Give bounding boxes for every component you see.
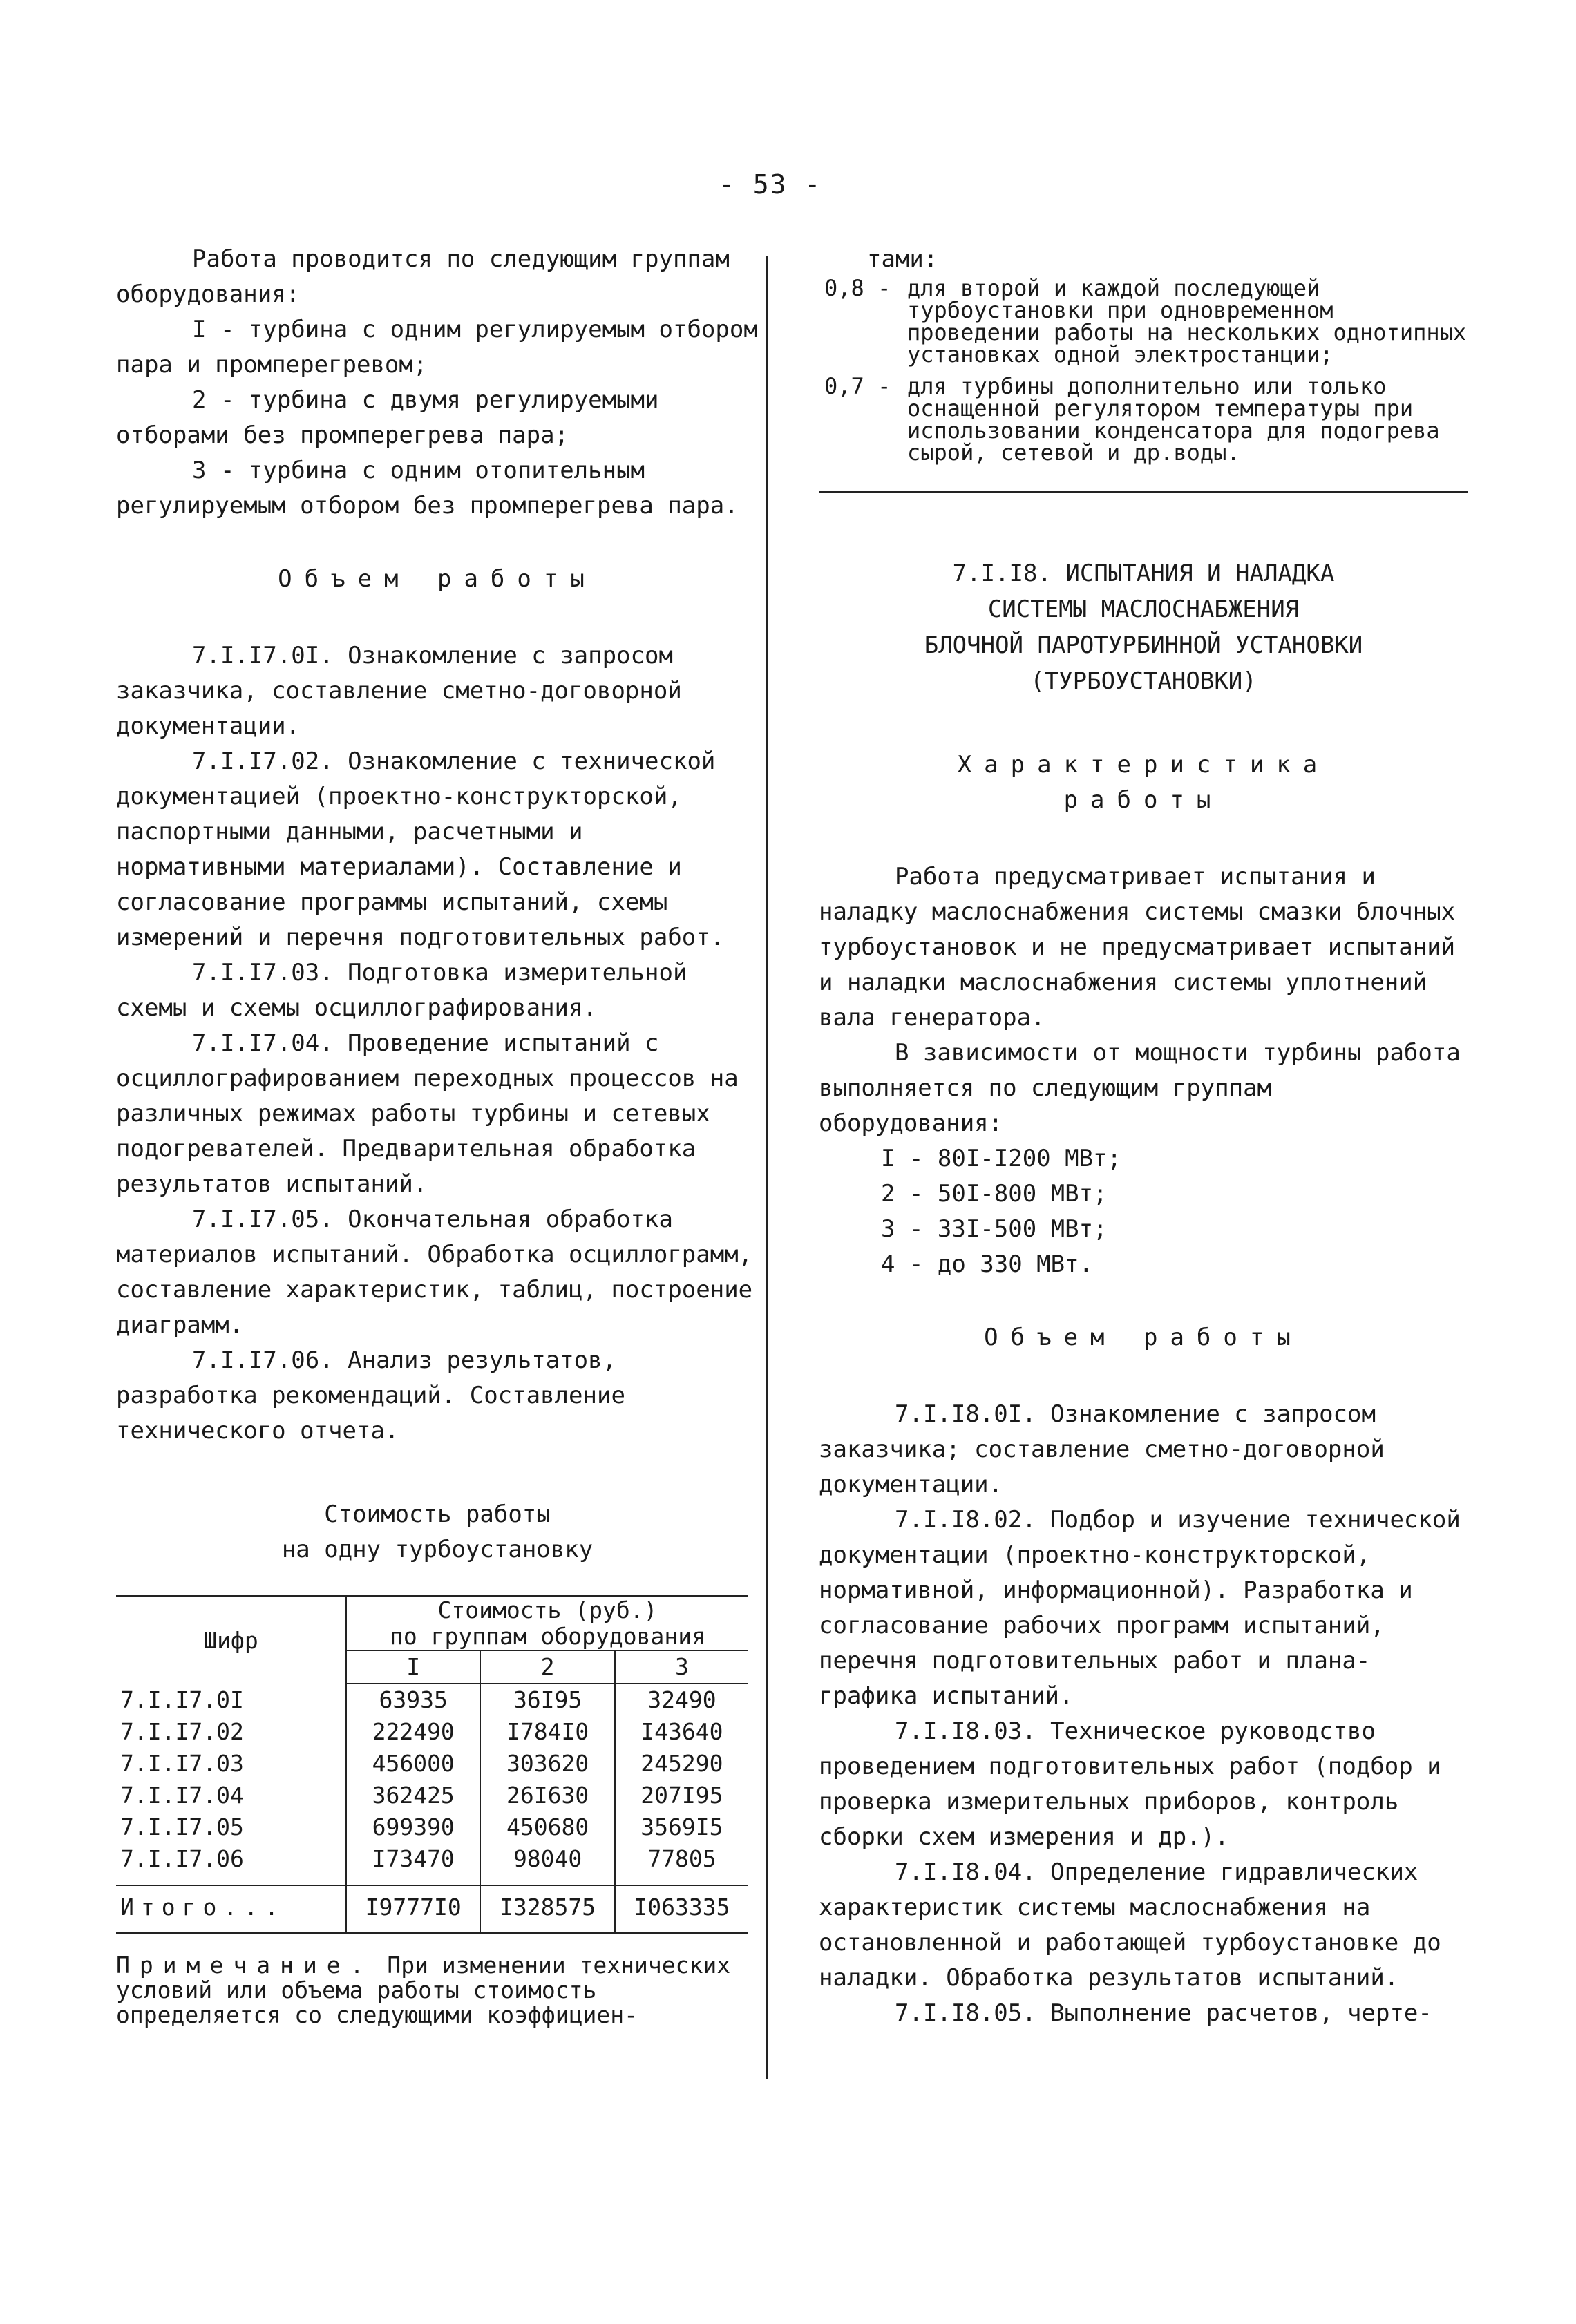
table-caption-line: на одну турбоустановку	[281, 1536, 594, 1563]
power-group-item: 2 - 50I-800 МВт;	[881, 1180, 1108, 1208]
row-code: 7.I.I7.03	[120, 1750, 244, 1777]
cell-value: 245290	[615, 1748, 748, 1780]
coefficient-value: 0,7 -	[824, 373, 891, 399]
work-item: 7.I.I8.03. Техническое руководство проведением подготовительных работ (подбор и проверка измерительных приборов, контроль сборки схем измерения и др.).	[819, 1717, 1441, 1851]
cell-value: 207I95	[615, 1780, 748, 1811]
right-column	[819, 242, 1468, 2031]
page-number: - 53 -	[719, 169, 822, 200]
section-title-line: БЛОЧНОЙ ПАРОТУРБИННОЙ УСТАНОВКИ	[924, 631, 1363, 659]
coefficient-value: 0,8 -	[824, 275, 891, 301]
volume-heading: Объем работы	[278, 565, 597, 593]
cell-value: I784I0	[480, 1716, 614, 1748]
group-item: 3 - турбина с одним отопительным регулируемым отбором без промперегрева пара.	[116, 457, 739, 520]
power-group-item: 3 - 33I-500 МВт;	[881, 1215, 1108, 1243]
cost-table	[116, 1595, 748, 1934]
cell-value: I43640	[615, 1716, 748, 1748]
section-title	[819, 555, 1468, 699]
coefficient-text: для второй и каждой последующей турбоустановки при одновременном проведении работы на нескольких однотипных установках одной электростанции;	[907, 275, 1467, 368]
characteristic-heading-line: Характеристика	[957, 751, 1330, 779]
row-code: 7.I.I7.06	[120, 1845, 244, 1872]
note-text: При изменении технических условий или объема работы стоимость определяется со следующими коэффициен-	[116, 1952, 731, 2028]
row-code: 7.I.I7.0I	[120, 1686, 244, 1713]
col-cost-header-line: по группам оборудования	[390, 1623, 705, 1650]
table-caption	[116, 1497, 759, 1568]
section-title-line: 7.I.I8. ИСПЫТАНИЯ И НАЛАДКА	[952, 560, 1335, 587]
cell-value: 362425	[346, 1780, 480, 1811]
cell-value: 222490	[346, 1716, 480, 1748]
work-item: 7.I.I7.06. Анализ результатов, разработка рекомендаций. Составление технического отчета.	[116, 1346, 625, 1445]
cell-value: 63935	[346, 1684, 480, 1716]
continuation-text: тами:	[867, 245, 938, 273]
work-item: 7.I.I8.04. Определение гидравлических характеристик системы маслоснабжения на остановленной и работающей турбоустановке до наладки. Обработка результатов испытаний.	[819, 1858, 1441, 1992]
power-group-item: I - 80I-I200 МВт;	[881, 1145, 1121, 1172]
cell-value: 98040	[480, 1843, 614, 1875]
table-row	[116, 1843, 748, 1875]
group-header: I	[346, 1650, 480, 1684]
row-code: 7.I.I7.05	[120, 1813, 244, 1840]
note-heading: Примечание.	[116, 1952, 374, 1979]
characteristic-paragraph: В зависимости от мощности турбины работа выполняется по следующим группам оборудования:	[819, 1039, 1461, 1137]
characteristic-heading	[819, 747, 1468, 818]
group-header: 2	[480, 1650, 614, 1684]
col-cost-header-line: Стоимость (руб.)	[437, 1597, 658, 1623]
section-title-line: (ТУРБОУСТАНОВКИ)	[1030, 667, 1257, 695]
note	[116, 1953, 759, 2028]
total-value: I9777I0	[346, 1885, 480, 1933]
cell-value: 450680	[480, 1811, 614, 1843]
cell-value: 3569I5	[615, 1811, 748, 1843]
cell-value: 456000	[346, 1748, 480, 1780]
col-code-header: Шифр	[116, 1597, 346, 1684]
work-item: 7.I.I8.05. Выполнение расчетов, черте-	[895, 1999, 1432, 2027]
total-value: I063335	[615, 1885, 748, 1933]
cell-value: 32490	[615, 1684, 748, 1716]
work-item: 7.I.I7.02. Ознакомление с технической документацией (проектно-конструкторской, паспортными данными, расчетными и нормативными материалами). Составление и согласование программы испытаний, схемы измерений и перечня подготовительных работ.	[116, 747, 725, 951]
table-row	[116, 1780, 748, 1811]
characteristic-heading-line: работы	[1063, 786, 1224, 814]
group-item: I - турбина с одним регулируемым отбором пара и промперегревом;	[116, 316, 758, 379]
table-row	[116, 1716, 748, 1748]
horizontal-rule	[819, 491, 1468, 493]
col-cost-header	[346, 1597, 748, 1651]
section-title-line: СИСТЕМЫ МАСЛОСНАБЖЕНИЯ	[987, 596, 1300, 623]
total-label: Итого...	[116, 1885, 346, 1933]
table-row	[116, 1748, 748, 1780]
coefficient-item	[819, 275, 1468, 368]
intro-paragraph: Работа проводится по следующим группам оборудования:	[116, 245, 730, 308]
characteristic-paragraph: Работа предусматривает испытания и наладку маслоснабжения системы смазки блочных турбоустановок и не предусматривает испытаний и наладки маслоснабжения системы уплотнений вала генератора.	[819, 863, 1456, 1031]
column-divider	[766, 256, 768, 2079]
cell-value: 699390	[346, 1811, 480, 1843]
work-item: 7.I.I8.0I. Ознакомление с запросом заказчика; составление сметно-договорной документации.	[819, 1400, 1385, 1498]
group-item: 2 - турбина с двумя регулируемыми отборами без промперегрева пара;	[116, 386, 659, 449]
work-item: 7.I.I7.03. Подготовка измерительной схемы и схемы осциллографирования.	[116, 959, 687, 1022]
work-item: 7.I.I7.04. Проведение испытаний с осциллографированием переходных процессов на различных режимах работы турбины и сетевых подогревателей. Предварительная обработка результатов испытаний.	[116, 1029, 739, 1198]
coefficient-text: для турбины дополнительно или только оснащенной регулятором температуры при использовании конденсатора для подогрева сырой, сетевой и др.воды.	[907, 373, 1440, 466]
total-value: I328575	[480, 1885, 614, 1933]
cell-value: 303620	[480, 1748, 614, 1780]
coefficient-item	[819, 375, 1468, 464]
power-group-item: 4 - до 330 МВт.	[881, 1250, 1094, 1278]
volume-heading: Объем работы	[984, 1324, 1303, 1351]
cell-value: I73470	[346, 1843, 480, 1875]
work-item: 7.I.I8.02. Подбор и изучение технической документации (проектно-конструкторской, нормативной, информационной). Разработка и согласование рабочих программ испытаний, перечня подготовительных работ и плана-графика испытаний.	[819, 1506, 1461, 1710]
table-row	[116, 1684, 748, 1716]
total-row	[116, 1885, 748, 1933]
work-item: 7.I.I7.05. Окончательная обработка материалов испытаний. Обработка осциллограмм, составление характеристик, таблиц, построение диаграмм.	[116, 1206, 753, 1339]
cell-value: 36I95	[480, 1684, 614, 1716]
work-item: 7.I.I7.0I. Ознакомление с запросом заказчика, составление сметно-договорной документации.	[116, 642, 682, 740]
cell-value: 77805	[615, 1843, 748, 1875]
table-row	[116, 1811, 748, 1843]
row-code: 7.I.I7.02	[120, 1718, 244, 1745]
cell-value: 26I630	[480, 1780, 614, 1811]
left-column	[116, 242, 759, 2028]
table-caption-line: Стоимость работы	[324, 1501, 551, 1528]
group-header: 3	[615, 1650, 748, 1684]
row-code: 7.I.I7.04	[120, 1782, 244, 1809]
